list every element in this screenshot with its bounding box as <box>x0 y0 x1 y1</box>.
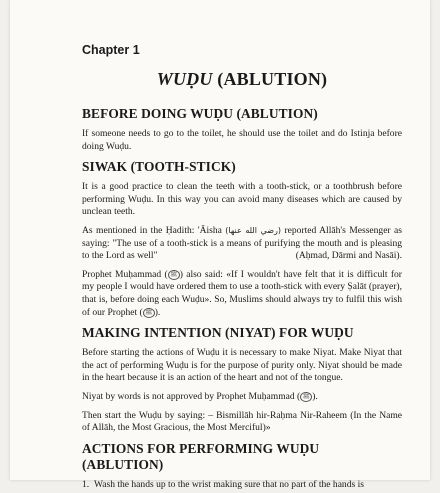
title-rest: (ABLUTION) <box>212 69 328 89</box>
section-actions <box>82 441 402 492</box>
section-heading: MAKING INTENTION (NIYAT) FOR WUḌU <box>82 325 354 341</box>
section-niyat <box>82 325 402 435</box>
section-heading: BEFORE DOING WUḌU (ABLUTION) <box>82 106 318 121</box>
hadith-quote: reported Allāh's Messenger as saying: "The use of a tooth-stick is a means of purifying the mouth and is pleasing to the Lord as well" <box>82 224 403 262</box>
pbuh-symbol-icon: ﷺ <box>168 270 180 280</box>
hadith-reference: (Aḥmad, Dārmi and Nasāi). <box>295 250 402 262</box>
list-number: 1. <box>82 478 90 490</box>
chapter-title <box>82 69 402 90</box>
pbuh-symbol-icon: ﷺ <box>300 392 312 402</box>
text-run: . <box>157 306 161 318</box>
section-heading: ACTIONS FOR PERFORMING WUḌU (ABLUTION) <box>82 440 320 472</box>
prophet-saying-paragraph: Prophet Muḥammad ( ﷺ ) also said: «If I wouldn't have felt that it is difficult for my people I would have ordered them to use a tooth-stick with every Ṣalāt (prayer), that is, before doing each Wuḍu». So, Muslims should always try to fulfil this wish of our Prophet ( ﷺ ). <box>82 268 402 318</box>
paragraph: Before starting the actions of Wuḍu it is necessary to make Niyat. Make Niyat that the act of performing Wuḍu is for the purpose of purity only. Niyat should be made in the heart because it is an action of the heart and not of the tongue. <box>82 347 402 384</box>
hadith-intro: As mentioned in the Ḥadith: 'Āisha <box>82 224 222 236</box>
text-run: also said: «If I wouldn't have felt that it is difficult for my people I would have ordered them to use a tooth-stick with every Ṣalāt (prayer), that is, before doing each Wuḍu». So, Muslims should always try to fulfil this wish of our Prophet <box>82 268 402 318</box>
hadith-paragraph <box>82 225 402 263</box>
section-before-wudu <box>82 106 402 153</box>
arabic-honorific: (رضي الله عنها) <box>225 225 281 235</box>
paragraph: It is a good practice to clean the teeth with a tooth-stick, or a toothbrush before performing Wuḍu. In this way you can avoid many diseases which are caused by unclean teeth. <box>82 181 402 218</box>
numbered-list-item <box>82 479 402 492</box>
text-run: Niyat by words is not approved by Prophet Muḥammad <box>82 390 295 402</box>
section-siwak <box>82 159 402 319</box>
paragraph: Niyat by words is not approved by Prophet Muḥammad ( ﷺ ). <box>82 390 318 402</box>
section-heading: SIWAK (TOOTH-STICK) <box>82 159 236 175</box>
title-italic: WUḌU <box>156 69 213 89</box>
text-run: . <box>315 390 318 402</box>
pbuh-symbol-icon: ﷺ <box>143 308 155 318</box>
paragraph: Then start the Wuḍu by saying: – Bismillāh hir-Raḥma Nir-Raheem (In the Name of Allāh, the Most Gracious, the Most Merciful)» <box>82 409 402 434</box>
text-run: Prophet Muḥammad <box>82 268 162 280</box>
chapter-label: Chapter 1 <box>82 43 140 57</box>
paragraph: If someone needs to go to the toilet, he should use the toilet and do Istinja before doing Wuḍu. <box>82 128 402 152</box>
page-content <box>82 43 402 493</box>
list-text: Wash the hands up to the wrist making sure that no part of the hands is <box>94 478 364 490</box>
book-page <box>10 0 430 490</box>
